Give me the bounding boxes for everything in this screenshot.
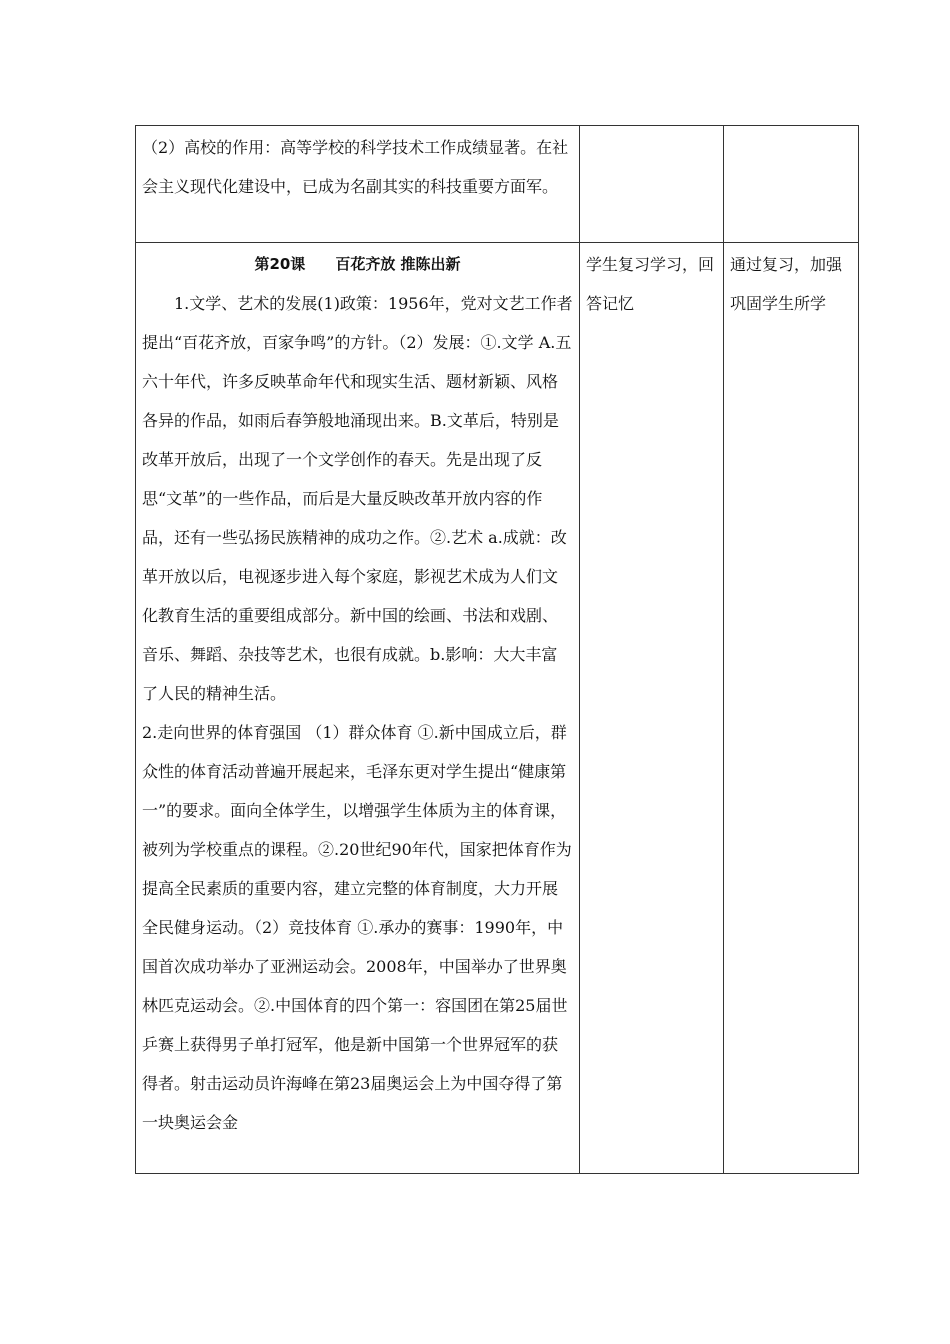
content-cell [136,243,580,1174]
design-intent-cell [724,126,859,243]
lesson-title: 百花齐放 推陈出新 [335,255,461,273]
student-activity-cell [580,126,724,243]
lesson-plan-table [135,125,859,1174]
sports-paragraph: 2.走向世界的体育强国 （1）群众体育 ①.新中国成立后，群众性的体育活动普遍开展起来，毛泽东更对学生提出“健康第一”的要求。面向全体学生，以增强学生体质为主的体育课，被列为学校重点的课程。②.20世纪90年代，国家把体育作为提高全民素质的重要内容，建立完整的体育制度，大力开展全民健身运动。（2）竞技体育 ①.承办的赛事：1990年，中国首次成功举办了亚洲运动会。2008年，中国举办了世界奥林匹克运动会。②.中国体育的四个第一：容国团在第25届世乒赛上获得男子单打冠军，他是新中国第一个世界冠军的获得者。射击运动员许海峰在第23届奥运会上为中国夺得了第一块奥运会金 [142,723,572,1132]
literature-art-paragraph: 1.文学、艺术的发展(1)政策：1956年，党对文艺工作者提出“百花齐放，百家争鸣”的方针。（2）发展：①.文学 A.五六十年代，许多反映革命年代和现实生活、题材新颖、风格各异的作品，如雨后春笋般地涌现出来。B.文革后，特别是改革开放后，出现了一个文学创作的春天。先是出现了反思“文革”的一些作品，而后是大量反映改革开放内容的作品，还有一些弘扬民族精神的成功之作。②.艺术 a.成就：改革开放以后，电视逐步进入每个家庭，影视艺术成为人们文化教育生活的重要组成部分。新中国的绘画、书法和戏剧、音乐、舞蹈、杂技等艺术，也很有成就。b.影响：大大丰富了人民的精神生活。 [142,294,573,703]
table-row [136,126,859,243]
lesson-heading [142,245,573,284]
student-activity-text: 学生复习学习，回答记忆 [586,255,715,313]
design-intent-text: 通过复习，加强巩固学生所学 [730,255,843,313]
student-activity-cell [580,243,724,1174]
table-row [136,243,859,1174]
design-intent-cell [724,243,859,1174]
lesson-number: 第20课 [254,255,306,273]
content-cell [136,126,580,243]
content-text: （2）高校的作用：高等学校的科学技术工作成绩显著。在社会主义现代化建设中，已成为名副其实的科技重要方面军。 [142,138,569,196]
